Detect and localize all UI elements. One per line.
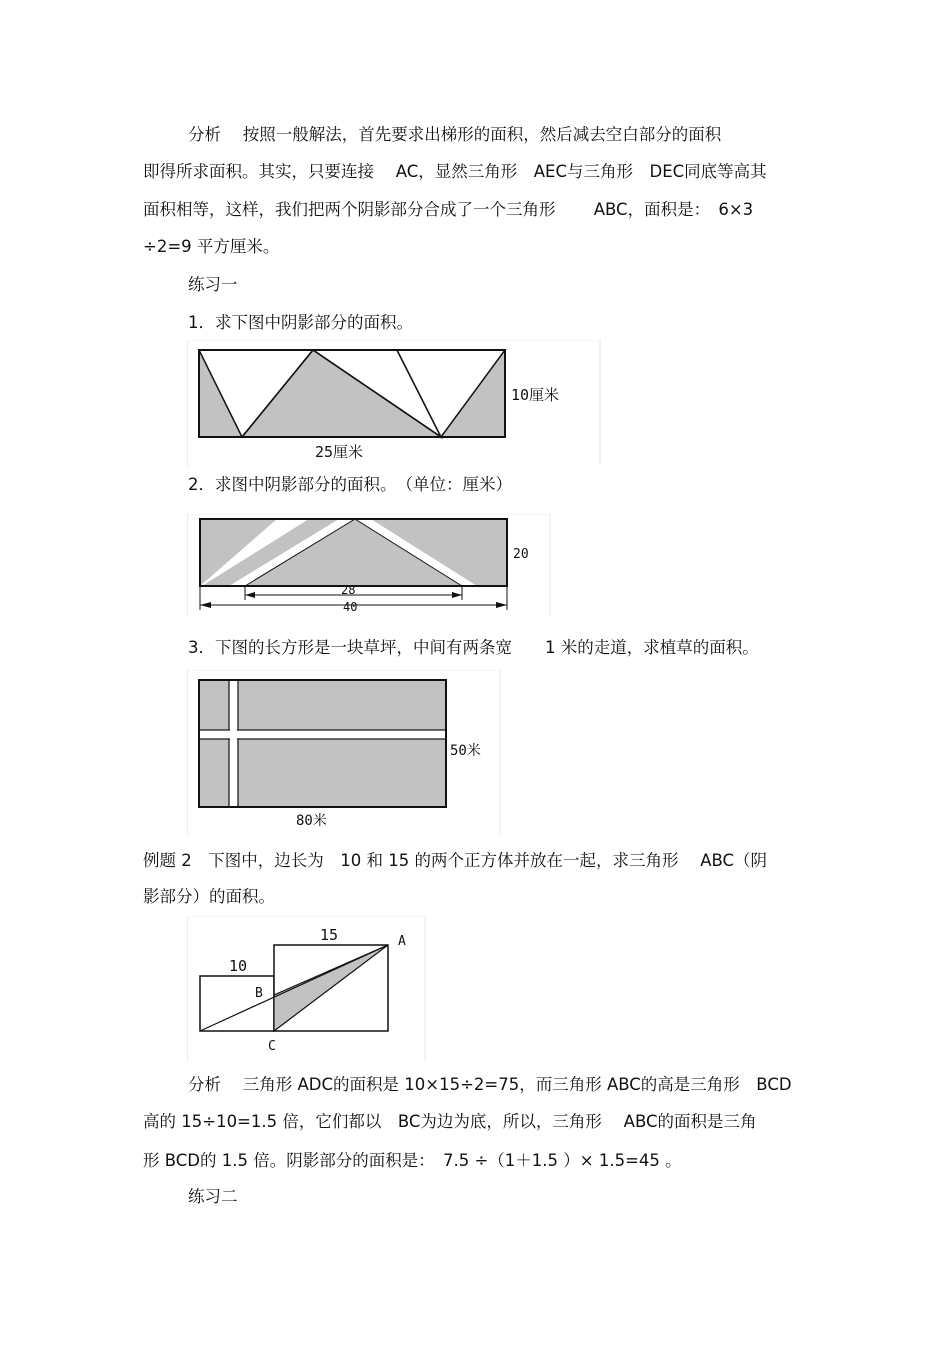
analysis2-line2: 高的 15÷10=1.5 倍，它们都以 BC为边为底，所以，三角形 ABC的面积是三角 bbox=[143, 1112, 757, 1131]
question-2: 2．求图中阴影部分的面积。 （单位：厘米） bbox=[188, 475, 512, 494]
figure-4-squares bbox=[187, 916, 427, 1061]
analysis1-line4: ÷2=9 平方厘米。 bbox=[143, 237, 280, 256]
example2-line2: 影部分）的面积。 bbox=[143, 887, 275, 906]
fig2-height-label: 20 bbox=[513, 547, 529, 562]
fig2-outer-label: 40 bbox=[343, 600, 358, 614]
analysis1-line2: 即得所求面积。其实，只要连接 AC，显然三角形 AEC与三角形 DEC同底等高其 bbox=[143, 162, 767, 181]
figure-3-lawn bbox=[187, 670, 502, 835]
question-1: 1．求下图中阴影部分的面积。 bbox=[188, 313, 413, 332]
figure-1-zigzag bbox=[187, 340, 602, 466]
example2-line1: 例题 2 下图中，边长为 10 和 15 的两个正方体并放在一起，求三角形 ABC（阴 bbox=[143, 851, 768, 870]
question-3: 3．下图的长方形是一块草坪，中间有两条宽 1 米的走道，求植草的面积。 bbox=[188, 638, 759, 657]
fig1-width-label: 25厘米 bbox=[315, 443, 364, 461]
analysis1-line3: 面积相等，这样，我们把两个阴影部分合成了一个三角形 ABC，面积是： 6×3 bbox=[143, 200, 754, 219]
practice1-heading: 练习一 bbox=[188, 275, 238, 294]
fig4-label-b: B bbox=[255, 986, 263, 1001]
fig4-small-side: 10 bbox=[229, 957, 248, 975]
practice2-heading: 练习二 bbox=[188, 1187, 238, 1206]
fig2-inner-label: 28 bbox=[341, 583, 356, 597]
fig4-label-a: A bbox=[398, 934, 406, 949]
fig4-label-c: C bbox=[268, 1039, 276, 1054]
fig3-height-label: 50米 bbox=[450, 743, 481, 759]
analysis1-line1: 分析 按照一般解法，首先要求出梯形的面积，然后减去空白部分的面积 bbox=[188, 125, 722, 144]
figure-2-band bbox=[187, 514, 552, 616]
fig1-height-label: 10厘米 bbox=[511, 386, 560, 404]
fig4-big-side: 15 bbox=[320, 926, 339, 944]
fig3-width-label: 80米 bbox=[296, 813, 327, 829]
analysis2-line1: 分析 三角形 ADC的面积是 10×15÷2=75，而三角形 ABC的高是三角形 BCD bbox=[188, 1075, 792, 1094]
analysis2-line3: 形 BCD的 1.5 倍。阴影部分的面积是： 7.5 ÷（1＋1.5 ）× 1.5=45 。 bbox=[143, 1151, 682, 1170]
